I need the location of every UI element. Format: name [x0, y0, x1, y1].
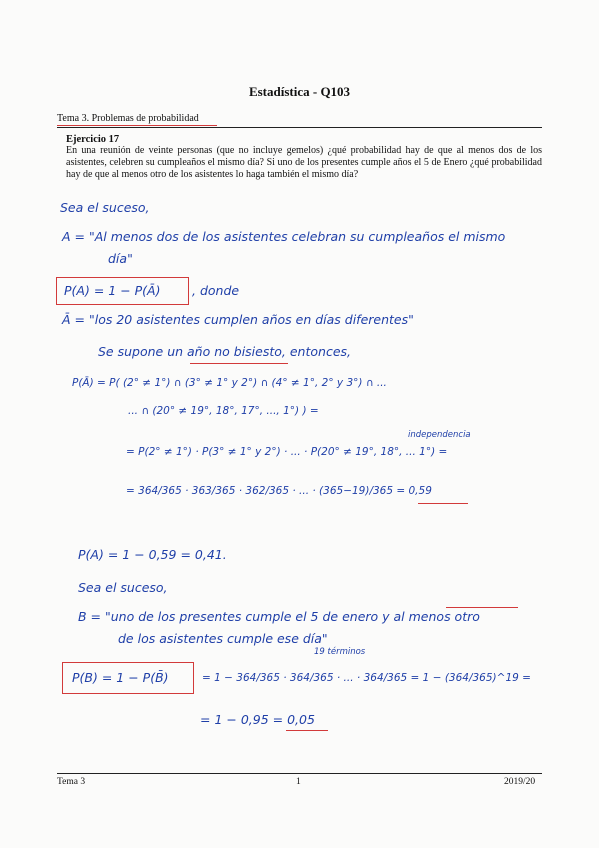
footer-rule	[57, 773, 542, 774]
hw-line-7: P(Ā) = P( (2° ≠ 1°) ∩ (3° ≠ 1° y 2°) ∩ (4° ≠ 1°, 2° y 3°) ∩ ...	[72, 377, 387, 389]
footer-left: Tema 3	[57, 777, 86, 787]
exercise-title: Ejercicio 17	[66, 134, 120, 145]
hw-line-12: Sea el suceso,	[78, 580, 168, 595]
hw-line-10: = 364/365 · 363/365 · 362/365 · ... · (365−19)/365 = 0,59	[126, 485, 432, 497]
hw-line-14: de los asistentes cumple ese día"	[118, 631, 328, 646]
hw-line-8: ... ∩ (20° ≠ 19°, 18°, 17°, ..., 1°) ) =	[128, 405, 319, 417]
hw-line-15: = 1 − 364/365 · 364/365 · ... · 364/365 = 1 − (364/365)^19 =	[202, 672, 531, 684]
topic-underline	[57, 125, 217, 126]
hw-line-1: Sea el suceso,	[60, 200, 150, 215]
hw-note-terms: 19 términos	[314, 647, 366, 657]
footer-page-number: 1	[296, 777, 301, 787]
hw-line-5: Ā = "los 20 asistentes cumplen años en días diferentes"	[62, 312, 414, 327]
footer-right: 2019/20	[504, 777, 536, 787]
hw-line-3: día"	[108, 251, 133, 266]
result-underline-a	[418, 503, 468, 504]
leap-year-underline	[190, 363, 288, 364]
exercise-statement: En una reunión de veinte personas (que no incluye gemelos) ¿qué probabilidad hay de que al menos dos de los asistentes, celebren su cumpleaños el mismo día? Si uno de los presentes cumple años el 5 de Enero ¿qué probabilidad hay de que al menos otro de los asistentes lo haga también el mismo día?	[66, 145, 542, 180]
hw-line-16: = 1 − 0,95 = 0,05	[200, 712, 315, 727]
hw-line-6: Se supone un año no bisiesto, entonces,	[98, 344, 351, 359]
topic-heading: Tema 3. Problemas de probabilidad	[57, 113, 199, 124]
hw-line-11: P(A) = 1 − 0,59 = 0,41.	[78, 547, 227, 562]
hw-line-2: A = "Al menos dos de los asistentes celebran su cumpleaños el mismo	[62, 229, 506, 244]
hw-line-4-tail: , donde	[192, 283, 240, 298]
hw-line-9: = P(2° ≠ 1°) · P(3° ≠ 1° y 2°) · ... · P(20° ≠ 19°, 18°, ... 1°) =	[126, 446, 448, 458]
result-underline-b	[286, 730, 328, 731]
hw-line-4-box: P(A) = 1 − P(Ā)	[64, 283, 161, 298]
at-least-underline	[446, 607, 518, 608]
header-rule	[57, 127, 542, 128]
page-title: Estadística - Q103	[248, 84, 351, 99]
hw-note-independence: independencia	[408, 430, 471, 440]
hw-line-15-box: P(B) = 1 − P(B̄)	[72, 670, 169, 685]
hw-line-13: B = "uno de los presentes cumple el 5 de enero y al menos otro	[78, 609, 480, 624]
